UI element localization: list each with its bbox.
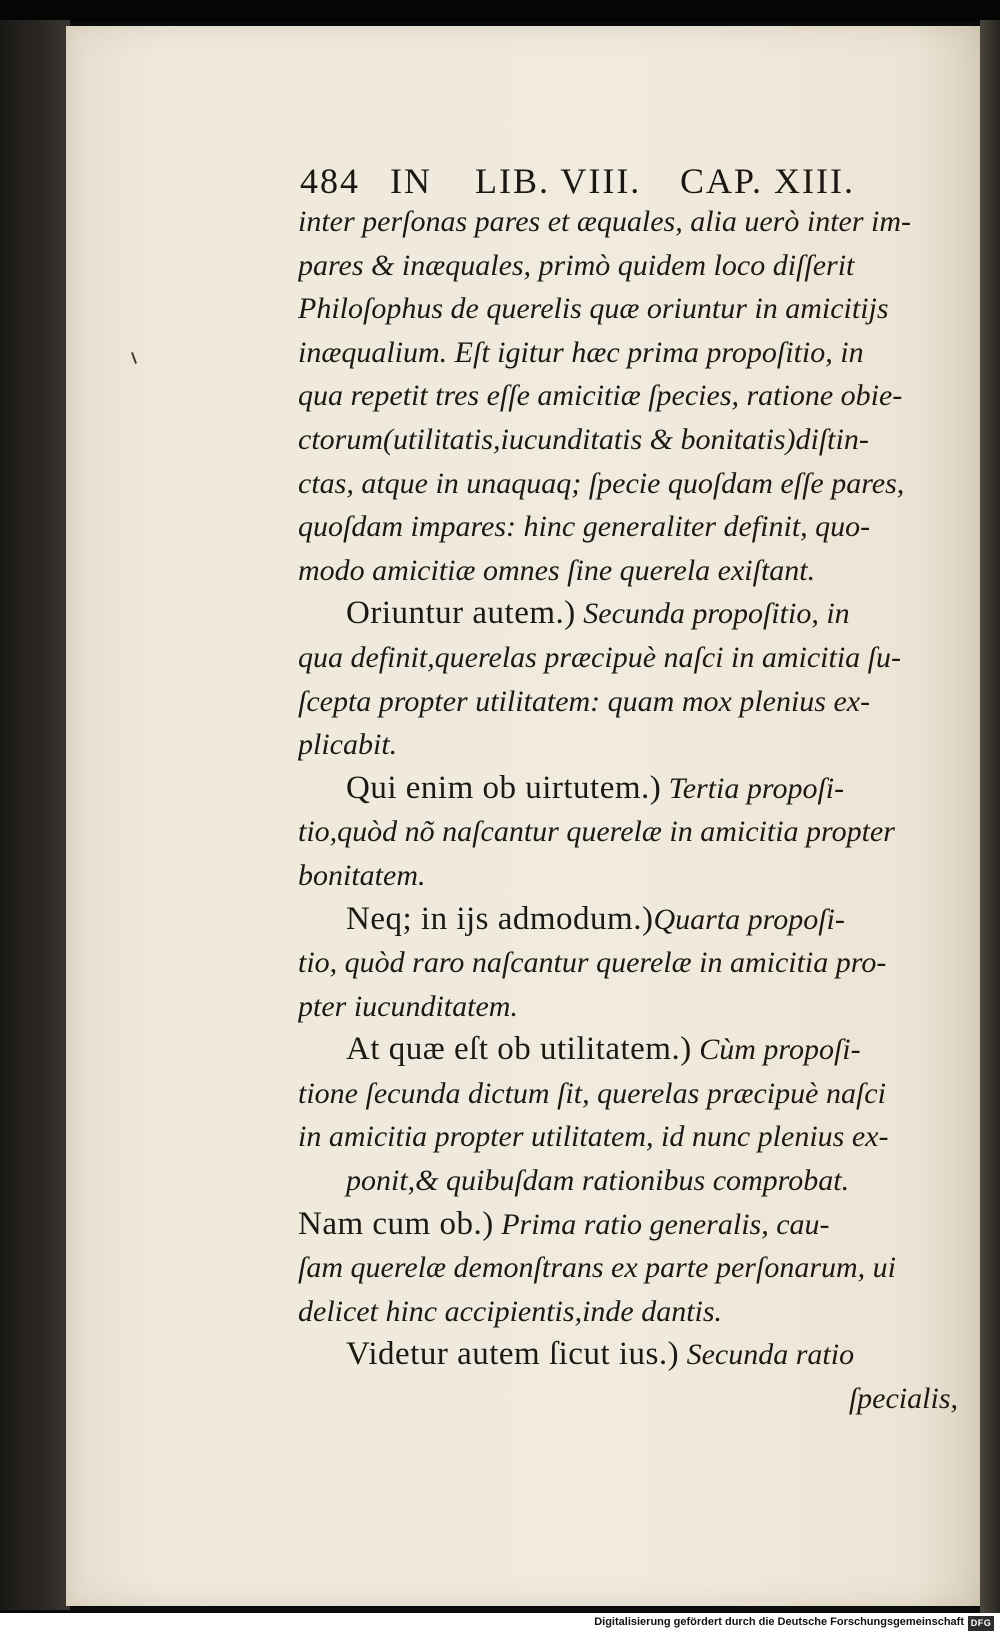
text-line <box>298 505 970 549</box>
line-text: pter iucunditatem. <box>298 989 518 1023</box>
text-line <box>298 767 970 811</box>
header-lib: LIB. VIII. <box>475 161 642 201</box>
text-line <box>298 287 970 331</box>
page-number: 484 <box>300 161 360 201</box>
text-line <box>298 1072 970 1116</box>
text-line <box>298 1115 970 1159</box>
line-text: bonitatem. <box>298 858 426 892</box>
text-line <box>298 941 970 985</box>
text-line <box>298 1333 970 1377</box>
header-in: IN <box>390 161 432 201</box>
text-line <box>298 1377 970 1421</box>
line-text: Quarta propoſi- <box>653 902 845 936</box>
line-text: Secunda propoſitio, in <box>575 597 850 631</box>
book-binding <box>0 20 70 1610</box>
line-text: delicet hinc accipientis,inde dantis. <box>298 1294 723 1328</box>
text-line <box>298 1028 970 1072</box>
text-line <box>298 636 970 680</box>
text-line <box>298 898 970 942</box>
text-line <box>298 549 970 593</box>
line-text: ctas, atque in unaquaq; ſpecie quoſdam eſſe pares, <box>298 466 905 500</box>
line-text: inæqualium. Eſt igitur hæc prima propoſitio, in <box>298 335 864 369</box>
footer-bar <box>0 1613 1000 1635</box>
line-text: Prima ratio generalis, cau- <box>493 1207 830 1241</box>
lemma: Nam cum ob.) <box>298 1205 494 1242</box>
text-line <box>298 462 970 506</box>
text-line <box>298 680 970 724</box>
line-text: Tertia propoſi- <box>661 771 845 805</box>
line-text: plicabit. <box>298 728 398 762</box>
line-text: ſam querelæ demonſtrans ex parte perſonarum, ui <box>298 1251 896 1285</box>
text-line <box>298 810 970 854</box>
lemma: Videtur autem ſicut ius.) <box>346 1336 680 1373</box>
line-text: qua repetit tres eſſe amicitiæ ſpecies, ratione obie- <box>298 379 903 413</box>
page-edge <box>980 20 1000 1615</box>
text-line <box>298 244 970 288</box>
text-line <box>298 1159 970 1203</box>
line-text: ſcepta propter utilitatem: quam mox plenius ex- <box>298 684 871 718</box>
line-text: ctorum(utilitatis,iucunditatis & bonitatis)diſtin- <box>298 422 869 456</box>
line-text: Cùm propoſi- <box>691 1033 861 1067</box>
dfg-logo: DFG <box>968 1616 994 1631</box>
header-cap: CAP. XIII. <box>680 161 856 201</box>
line-text: ſpecialis, <box>848 1382 958 1416</box>
text-line <box>298 418 970 462</box>
line-text: qua definit,querelas præcipuè naſci in amicitia ſu- <box>298 640 901 674</box>
text-line <box>298 723 970 767</box>
text-line <box>298 1290 970 1334</box>
lemma: Oriuntur autem.) <box>346 595 576 632</box>
text-line <box>298 854 970 898</box>
lemma: At quæ eſt ob utilitatem.) <box>346 1031 692 1068</box>
lemma: Qui enim ob uirtutem.) <box>346 769 662 806</box>
line-text: ponit,& quibuſdam rationibus comprobat. <box>346 1164 850 1198</box>
line-text: tione ſecunda dictum ſit, querelas præcipuè naſci <box>298 1076 886 1110</box>
text-line <box>298 592 970 636</box>
line-text: pares & inæquales, primò quidem loco diſſerit <box>298 248 855 282</box>
text-line <box>298 374 970 418</box>
footer-credit: Digitalisierung gefördert durch die Deutsche Forschungsgemeinschaft <box>594 1616 964 1628</box>
text-line <box>298 1246 970 1290</box>
text-line <box>298 1203 970 1247</box>
line-text: modo amicitiæ omnes ſine querela exiſtant. <box>298 553 816 587</box>
line-text: Secunda ratio <box>679 1338 855 1372</box>
line-text: Philoſophus de querelis quæ oriuntur in amicitijs <box>298 292 889 326</box>
line-text: tio, quòd raro naſcantur querelæ in amicitia pro- <box>298 946 887 980</box>
line-text: inter perſonas pares et æquales, alia uerò inter im- <box>298 205 912 238</box>
line-text: tio,quòd nõ naſcantur querelæ in amicitia propter <box>298 815 895 849</box>
scan-top-strip <box>0 0 1000 22</box>
line-text: quoſdam impares: hinc generaliter definit, quo- <box>298 510 871 544</box>
text-line <box>298 200 970 244</box>
lemma: Neq; in ijs admodum.) <box>346 900 654 937</box>
text-line <box>298 331 970 375</box>
body-text <box>298 200 970 1421</box>
text-line <box>298 985 970 1029</box>
line-text: in amicitia propter utilitatem, id nunc plenius ex- <box>298 1120 889 1154</box>
